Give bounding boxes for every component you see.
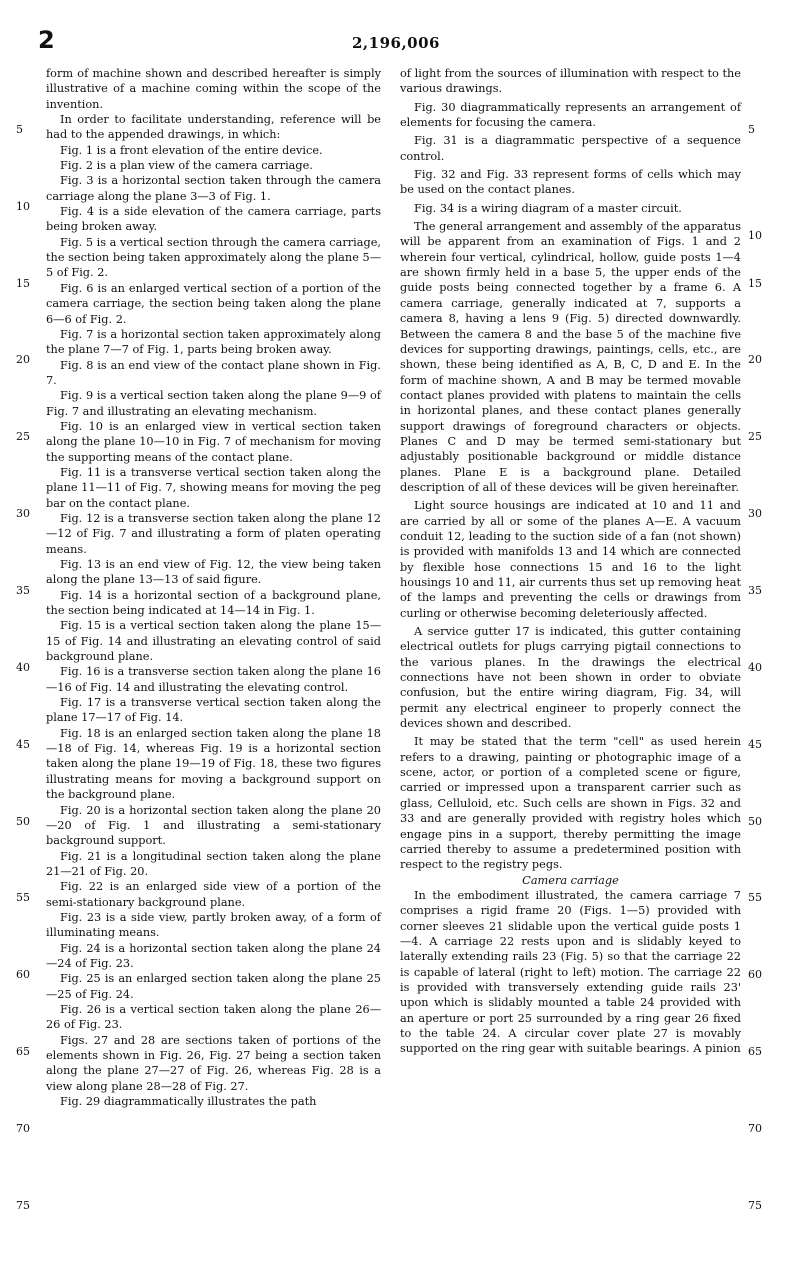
figure-description: Fig. 9 is a vertical section taken along the plane 9—9 of Fig. 7 and illustrating an elevating mechanism. xyxy=(46,389,381,418)
line-number: 5 xyxy=(16,123,23,136)
figure-description: Fig. 22 is an enlarged side view of a portion of the semi-stationary background plane. xyxy=(46,880,381,909)
figure-description: Fig. 25 is an enlarged section taken along the plane 25—25 of Fig. 24. xyxy=(46,972,381,1001)
figure-description: Fig. 17 is a transverse vertical section taken along the plane 17—17 of Fig. 14. xyxy=(46,696,381,725)
line-number: 15 xyxy=(748,277,762,290)
figure-description: Fig. 14 is a horizontal section of a background plane, the section being indicated at 14—14 in Fig. 1. xyxy=(46,588,381,618)
figure-description: Figs. 27 and 28 are sections taken of portions of the elements shown in Fig. 26, Fig. 27 being a section taken along the plane 27—27 of Fig. 26, whereas Fig. 28 is a view along plane 28—28 of Fig. 27. xyxy=(46,1033,381,1093)
line-number: 75 xyxy=(16,1199,30,1212)
figure-description: Fig. 24 is a horizontal section taken along the plane 24—24 of Fig. 23. xyxy=(46,941,381,970)
figure-description: Fig. 1 is a front elevation of the entire device. xyxy=(60,143,323,157)
figure-description: Fig. 15 is a vertical section taken along the plane 15—15 of Fig. 14 and illustrating an elevating control of said background plane. xyxy=(46,619,381,664)
figure-description: Fig. 13 is an end view of Fig. 12, the view being taken along the plane 13—13 of said figure. xyxy=(46,558,381,587)
paragraph: In order to facilitate understanding, reference will be had to the appended drawings, in which: xyxy=(46,113,381,142)
paragraph: It may be stated that the term "cell" as used herein refers to a drawing, painting or photographic image of a scene, actor, or portion of a completed scene or figure, carried or impressed upon a transparent carrier such as glass, Celluloid, etc. Such cells are shown in Figs. 32 and 33 and are generally provided with registry holes which engage pins in a support, thereby permitting the image carried thereby to assume a predetermined position with respect to the registry pegs. xyxy=(400,735,741,872)
line-number: 35 xyxy=(16,584,30,597)
line-number: 10 xyxy=(748,229,762,242)
left-column xyxy=(46,66,381,1109)
line-number: 55 xyxy=(748,891,762,904)
line-number: 25 xyxy=(16,430,30,443)
figure-description: Fig. 32 and Fig. 33 represent forms of cells which may be used on the contact planes. xyxy=(400,168,741,197)
paragraph: of light from the sources of illumination with respect to the various drawings. xyxy=(400,67,741,96)
figure-description: Fig. 3 is a horizontal section taken through the camera carriage along the plane 3—3 of Fig. 1. xyxy=(46,174,381,203)
paragraph: form of machine shown and described hereafter is simply illustrative of a machine coming within the scope of the invention. xyxy=(46,67,381,111)
figure-description: Fig. 5 is a vertical section through the camera carriage, the section being taken approximately along the plane 5—5 of Fig. 2. xyxy=(46,235,381,280)
line-number: 70 xyxy=(16,1122,30,1135)
line-number: 15 xyxy=(16,277,30,290)
line-number: 65 xyxy=(748,1045,762,1058)
line-number: 30 xyxy=(16,507,30,520)
figure-description: Fig. 4 is a side elevation of the camera carriage, parts being broken away. xyxy=(46,205,381,234)
figure-description: Fig. 11 is a transverse vertical section taken along the plane 11—11 of Fig. 7, showing means for moving the peg bar on the contact plane. xyxy=(46,465,381,510)
line-number: 40 xyxy=(748,661,762,674)
figure-description: Fig. 34 is a wiring diagram of a master circuit. xyxy=(414,201,682,215)
figure-description: Fig. 21 is a longitudinal section taken along the plane 21—21 of Fig. 20. xyxy=(46,849,381,878)
line-number: 60 xyxy=(16,968,30,981)
figure-description: Fig. 16 is a transverse section taken along the plane 16—16 of Fig. 14 and illustrating the elevating control. xyxy=(46,665,381,694)
line-number: 55 xyxy=(16,891,30,904)
figure-description: Fig. 30 diagrammatically represents an arrangement of elements for focusing the camera. xyxy=(400,100,741,130)
line-number: 60 xyxy=(748,968,762,981)
line-number: 5 xyxy=(748,123,755,136)
line-number: 75 xyxy=(748,1199,762,1212)
line-number: 10 xyxy=(16,200,30,213)
paragraph: The general arrangement and assembly of the apparatus will be apparent from an examination of Figs. 1 and 2 wherein four vertical, cylindrical, hollow, guide posts 1—4 are shown firmly held in a base 5, the upper ends of the guide posts being connected together by a frame 6. A camera carriage, generally indicated at 7, supports a camera 8, having a lens 9 (Fig. 5) directed downwardly. Between the camera 8 and the base 5 of the machine five devices for supporting drawings, paintings, cells, etc., are shown, these being identified as A, B, C, D and E. In the form of machine shown, A and B may be termed movable contact planes provided with platens to maintain the cells in horizontal planes, and these contact planes generally support drawings of foreground characters or objects. Planes C and D may be termed semi-stationary but adjustably positionable background or middle distance planes. Plane E is a background plane. Detailed description of all of these devices will be given hereinafter. xyxy=(400,220,741,494)
paragraph: Light source housings are indicated at 10 and 11 and are carried by all or some of the planes A—E. A vacuum conduit 12, leading to the suction side of a fan (not shown) is provided with manifolds 13 and 14 which are connected by flexible hose connections 15 and 16 to the light housings 10 and 11, air currents thus set up removing heat of the lamps and preventing the cells or drawings from curling or otherwise becoming deleteriously affected. xyxy=(400,499,741,620)
paragraph: In the embodiment illustrated, the camera carriage 7 comprises a rigid frame 20 (Figs. 1—5) provided with corner sleeves 21 slidable upon the vertical guide posts 1—4. A carriage 22 rests upon and is slidably keyed to laterally extending rails 23 (Fig. 5) so that the carriage 22 is capable of lateral (right to left) motion. The carriage 22 is provided with transversely extending guide rails 23' upon which is slidably mounted a table 24 provided with an aperture or port 25 surrounded by a ring gear 26 fixed to the table 24. A circular cover plate 27 is movably supported on the ring gear with suitable bearings. A pinion xyxy=(400,888,741,1056)
line-number: 30 xyxy=(748,507,762,520)
figure-description: Fig. 7 is a horizontal section taken approximately along the plane 7—7 of Fig. 1, parts being broken away. xyxy=(46,327,381,357)
line-number: 50 xyxy=(748,815,762,828)
line-number: 45 xyxy=(16,738,30,751)
figure-description: Fig. 18 is an enlarged section taken along the plane 18—18 of Fig. 14, whereas Fig. 19 is a horizontal section taken along the plane 19—19 of Fig. 18, these two figures illustrating means for moving a background support on the background plane. xyxy=(46,726,381,802)
line-number: 25 xyxy=(748,430,762,443)
line-number: 45 xyxy=(748,738,762,751)
patent-number: 2,196,006 xyxy=(351,34,440,52)
line-number: 20 xyxy=(748,353,762,366)
line-number: 20 xyxy=(16,353,30,366)
line-number: 65 xyxy=(16,1045,30,1058)
figure-description: Fig. 2 is a plan view of the camera carriage. xyxy=(60,159,313,173)
figure-description: Fig. 29 diagrammatically illustrates the path xyxy=(60,1095,317,1109)
figure-description: Fig. 26 is a vertical section taken along the plane 26—26 of Fig. 23. xyxy=(46,1002,381,1032)
figure-description: Fig. 20 is a horizontal section taken along the plane 20—20 of Fig. 1 and illustrating a semi-stationary background support. xyxy=(46,803,381,848)
figure-description: Fig. 31 is a diagrammatic perspective of a sequence control. xyxy=(400,134,741,163)
figure-description: Fig. 8 is an end view of the contact plane shown in Fig. 7. xyxy=(46,358,381,387)
right-column xyxy=(400,66,741,1057)
line-number: 70 xyxy=(748,1122,762,1135)
line-number: 35 xyxy=(748,584,762,597)
figure-description: Fig. 12 is a transverse section taken along the plane 12—12 of Fig. 7 and illustrating a form of platen operating means. xyxy=(46,511,381,556)
line-number: 50 xyxy=(16,815,30,828)
figure-description: Fig. 6 is an enlarged vertical section of a portion of the camera carriage, the section being taken along the plane 6—6 of Fig. 2. xyxy=(46,281,381,326)
figure-description: Fig. 23 is a side view, partly broken away, of a form of illuminating means. xyxy=(46,910,381,940)
paragraph: A service gutter 17 is indicated, this gutter containing electrical outlets for plugs carrying pigtail connections to the various planes. In the drawings the electrical connections have not been shown in order to obviate confusion, but the entire wiring diagram, Fig. 34, will permit any electrical engineer to properly connect the devices shown and described. xyxy=(400,625,741,731)
figure-description: Fig. 10 is an enlarged view in vertical section taken along the plane 10—10 in Fig. 7 of mechanism for moving the supporting means of the contact plane. xyxy=(46,419,381,464)
line-number: 40 xyxy=(16,661,30,674)
page-number: 2 xyxy=(38,26,55,54)
section-heading: Camera carriage xyxy=(522,873,619,887)
